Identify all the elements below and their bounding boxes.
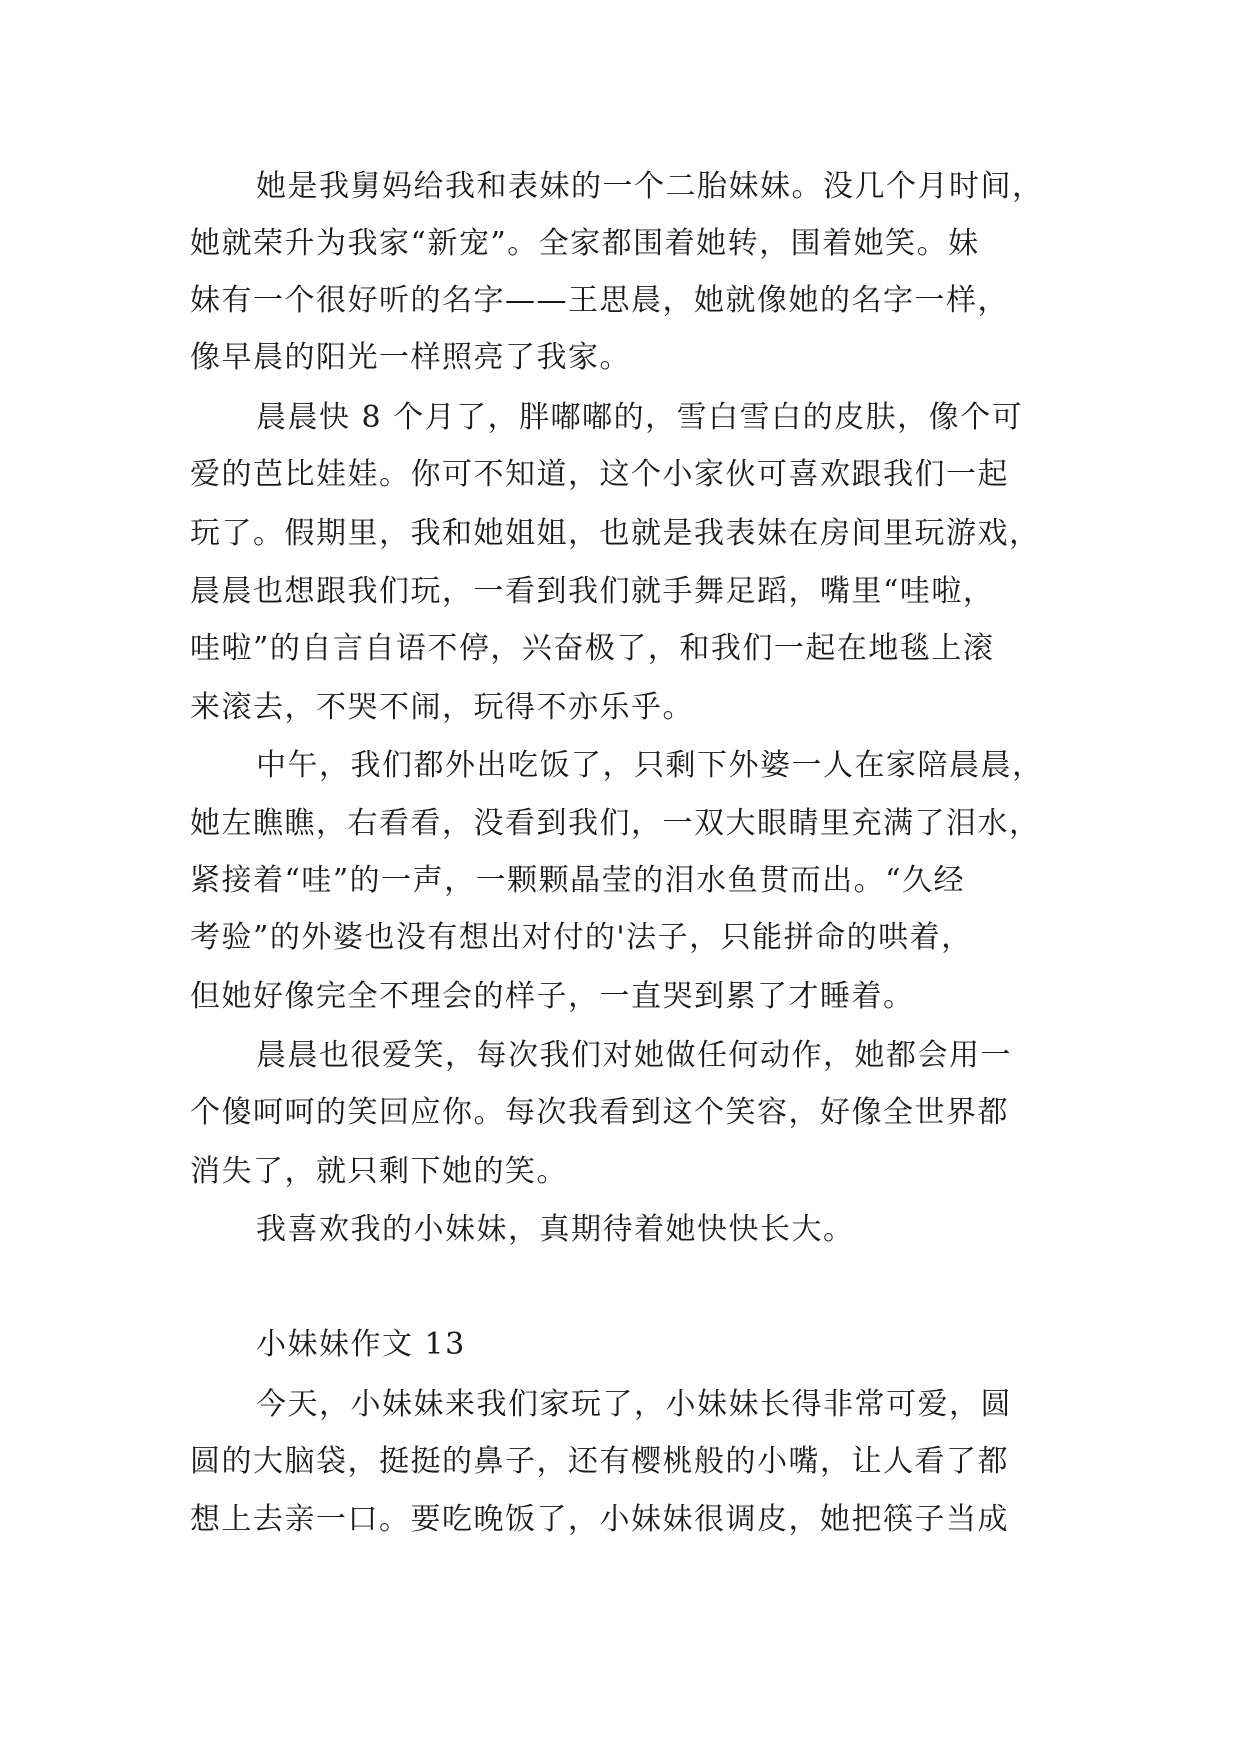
text-line: 今天，小妹妹来我们家玩了，小妹妹长得非常可爱，圆 [256,1387,1012,1422]
text-line: 玩了。假期里，我和她姐姐，也就是我表妹在房间里玩游戏， [190,516,1041,551]
text-line: 我喜欢我的小妹妹，真期待着她快快长大。 [256,1212,855,1247]
text-line: 来滚去，不哭不闹，玩得不亦乐乎。 [190,690,694,725]
text-line: 消失了，就只剩下她的笑。 [190,1154,568,1189]
text-line: 想上去亲一口。要吃晚饭了，小妹妹很调皮，她把筷子当成 [190,1502,1009,1537]
text-line: 晨晨也很爱笑，每次我们对她做任何动作，她都会用一 [256,1038,1012,1073]
section-heading: 小妹妹作文 13 [256,1327,466,1362]
text-line: 但她好像完全不理会的样子，一直哭到累了才睡着。 [190,979,915,1014]
text-line: 哇啦”的自言自语不停，兴奋极了，和我们一起在地毯上滚 [190,631,995,666]
text-line: 晨晨也想跟我们玩，一看到我们就手舞足蹈，嘴里“哇啦， [190,574,995,609]
text-line: 她是我舅妈给我和表妹的一个二胎妹妹。没几个月时间， [256,169,1044,204]
text-line: 圆的大脑袋，挺挺的鼻子，还有樱桃般的小嘴，让人看了都 [190,1444,1009,1479]
text-line: 妹有一个很好听的名字——王思晨，她就像她的名字一样， [190,283,1009,318]
text-line: 中午，我们都外出吃饭了，只剩下外婆一人在家陪晨晨， [256,748,1044,783]
text-line: 考验”的外婆也没有想出对付的'法子，只能拼命的哄着， [190,920,973,955]
text-line: 紧接着“哇”的一声，一颗颗晶莹的泪水鱼贯而出。“久经 [190,863,966,898]
text-line: 个傻呵呵的笑回应你。每次我看到这个笑容，好像全世界都 [190,1095,1009,1130]
text-line: 像早晨的阳光一样照亮了我家。 [190,340,631,375]
text-line: 爱的芭比娃娃。你可不知道，这个小家伙可喜欢跟我们一起 [190,457,1009,492]
text-line: 她左瞧瞧，右看看，没看到我们，一双大眼睛里充满了泪水， [190,806,1041,841]
text-line: 她就荣升为我家“新宠”。全家都围着她转，围着她笑。妹 [190,226,980,261]
text-line: 晨晨快 8 个月了，胖嘟嘟的，雪白雪白的皮肤，像个可 [256,400,1024,435]
